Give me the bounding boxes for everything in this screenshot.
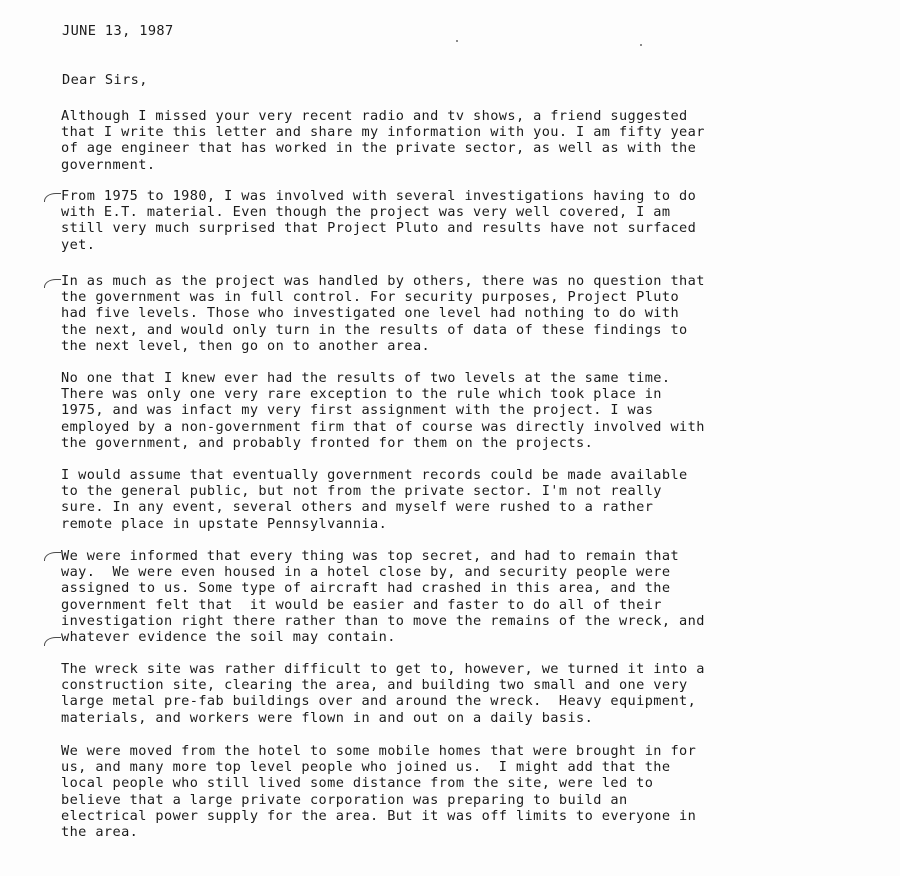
- paragraph-line: to the general public, but not from the private sector. I'm not really: [61, 483, 662, 500]
- paragraph-line: us, and many more top level people who joined us. I might add that the: [61, 759, 671, 776]
- scan-speck: [456, 40, 458, 42]
- paragraph-line: with E.T. material. Even though the project was very well covered, I am: [61, 204, 671, 221]
- paragraph-line: assigned to us. Some type of aircraft had crashed in this area, and the: [61, 580, 671, 597]
- paragraph-line: No one that I knew ever had the results of two levels at the same time.: [61, 370, 671, 386]
- scan-speck: [640, 44, 642, 46]
- paragraph-line: had five levels. Those who investigated one level had nothing to do with: [61, 305, 680, 322]
- paragraph-4: [61, 370, 861, 451]
- paragraph-line: local people who still lived some distance from the site, were led to: [61, 775, 654, 792]
- paragraph-line: I would assume that eventually government records could be made available: [61, 467, 688, 483]
- letter-salutation: Dear Sirs,: [62, 72, 148, 88]
- margin-mark: [44, 637, 61, 646]
- paragraph-3: [61, 273, 861, 354]
- margin-mark: [44, 279, 61, 288]
- paragraph-line: employed by a non-government firm that of course was directly involved with: [61, 418, 705, 435]
- paragraph-line: There was only one very rare exception to the rule which took place in: [61, 386, 662, 403]
- paragraph-line: investigation right there rather than to move the remains of the wreck, and: [61, 612, 705, 629]
- paragraph-line: sure. In any event, several others and myself were rushed to a rather: [61, 499, 654, 516]
- paragraph-line: remote place in upstate Pennsylvannia.: [61, 515, 388, 532]
- paragraph-8: [61, 743, 861, 840]
- paragraph-line: still very much surprised that Project Pluto and results have not surfaced: [61, 220, 697, 237]
- paragraph-line: electrical power supply for the area. But it was off limits to everyone in: [61, 807, 697, 824]
- paragraph-line: the area.: [61, 823, 139, 840]
- paragraph-line: construction site, clearing the area, and building two small and one very: [61, 677, 688, 694]
- paragraph-line: of age engineer that has worked in the private sector, as well as with the: [61, 140, 697, 157]
- paragraph-2: [61, 188, 861, 253]
- paragraph-line: 1975, and was infact my very first assignment with the project. I was: [61, 402, 654, 419]
- paragraph-line: the government, and probably fronted for them on the projects.: [61, 434, 594, 451]
- paragraph-line: way. We were even housed in a hotel close by, and security people were: [61, 564, 671, 581]
- paragraph-line: believe that a large private corporation was preparing to build an: [61, 791, 628, 808]
- paragraph-line: We were moved from the hotel to some mobile homes that were brought in for: [61, 743, 697, 759]
- paragraph-line: the next level, then go on to another area.: [61, 337, 431, 354]
- paragraph-line: whatever evidence the soil may contain.: [61, 628, 396, 645]
- paragraph-line: materials, and workers were flown in and out on a daily basis.: [61, 709, 594, 726]
- paragraph-line: Although I missed your very recent radio and tv shows, a friend suggested: [61, 108, 688, 124]
- paragraph-7: [61, 661, 861, 726]
- paragraph-line: that I write this letter and share my information with you. I am fifty year: [61, 124, 705, 141]
- paragraph-line: In as much as the project was handled by others, there was no question that: [61, 273, 705, 289]
- paragraph-5: [61, 467, 861, 532]
- paragraph-line: large metal pre-fab buildings over and around the wreck. Heavy equipment,: [61, 693, 697, 710]
- margin-mark: [44, 552, 61, 561]
- paragraph-line: government felt that it would be easier and faster to do all of their: [61, 596, 662, 613]
- paragraph-line: From 1975 to 1980, I was involved with several investigations having to do: [61, 188, 697, 204]
- paragraph-line: government.: [61, 156, 156, 173]
- paragraph-line: yet.: [61, 236, 96, 253]
- letter-date: JUNE 13, 1987: [62, 23, 174, 39]
- paragraph-line: the government was in full control. For security purposes, Project Pluto: [61, 289, 680, 306]
- paragraph-line: The wreck site was rather difficult to get to, however, we turned it into a: [61, 661, 705, 677]
- margin-mark: [44, 193, 61, 202]
- paragraph-6: [61, 548, 861, 645]
- paragraph-1: [61, 108, 861, 173]
- paragraph-line: the next, and would only turn in the results of data of these findings to: [61, 321, 688, 338]
- paragraph-line: We were informed that every thing was top secret, and had to remain that: [61, 548, 680, 564]
